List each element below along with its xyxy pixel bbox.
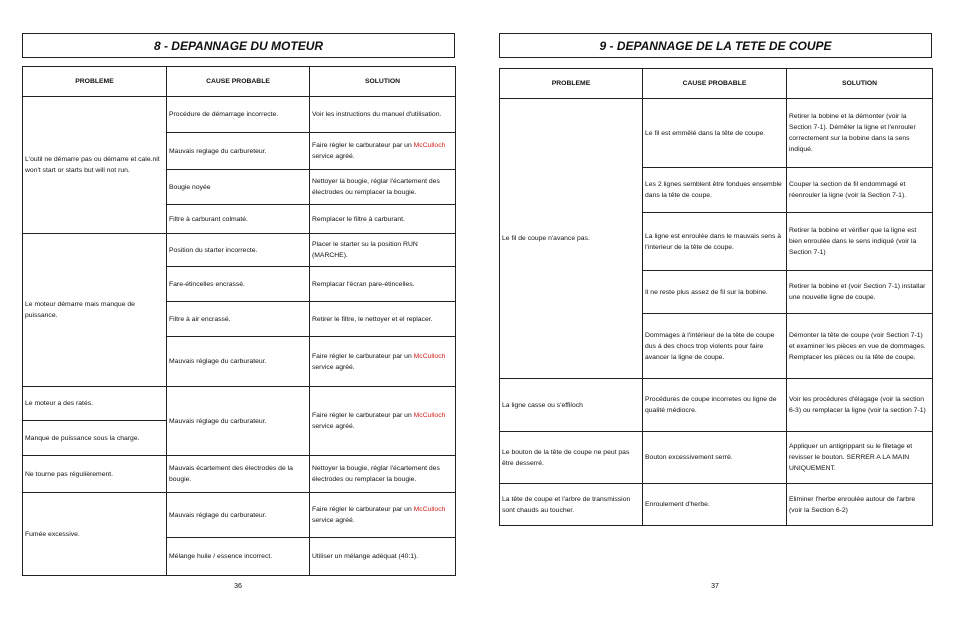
page-number: 36	[234, 583, 242, 590]
solution-cell: Faire régler le carburateur par un McCulloch service agréé.	[310, 493, 456, 538]
cause-cell: Bouton excessivement serré.	[643, 432, 787, 484]
solution-cell: Retirer la bobine et (voir Section 7-1) installar une nouvelle ligne de coupe.	[787, 271, 933, 314]
cause-cell: Il ne reste plus assez de fil sur la bobine.	[643, 271, 787, 314]
brand-text: McCulloch	[413, 352, 446, 360]
cause-cell: Mauvais reglage du carbureteur.	[167, 133, 310, 170]
problem-cell: Le fil de coupe n'avance pas.	[500, 99, 643, 379]
cause-cell: Position du starter incorrecte.	[167, 234, 310, 267]
problem-cell: Fumée excessive.	[23, 493, 167, 576]
solution-cell: Voir les instructions du manuel d'utilisation.	[310, 97, 456, 133]
brand-text: McCulloch	[413, 506, 446, 513]
cause-cell: Mauvais réglage du carburateur.	[167, 337, 310, 387]
header-probleme: PROBLEME	[23, 67, 167, 97]
solution-cell: Démonter la tête de coupe (voir Section 7-1) et examiner les pièces en vue de dommages. Remplacer les pièces ou la tête de coupe.	[787, 314, 933, 379]
solution-cell: Eliminer l'herbe enroulée autour de l'arbre (voir la Section 6-2)	[787, 484, 933, 526]
cause-cell: Dommages á l'intérieur de la tête de coupe dus á des chocs trop violents pour faire avancer la ligne de coupe.	[643, 314, 787, 379]
solution-cell: Retirer la bobine et la démonter (voir la Section 7-1). Démêler la ligne et l'enrouler correctement sur la bobine dans la sens indiqué.	[787, 99, 933, 168]
engine-troubleshooting-table	[22, 66, 456, 576]
solution-cell: Faire régler le carburateur par un McCulloch service agréé.	[310, 337, 456, 387]
cause-cell: Filtre à carburant colmaté.	[167, 205, 310, 234]
header-probleme: PROBLEME	[500, 69, 643, 99]
cause-cell: Les 2 lignes semblent être fondues ensemble dans la tête de coupe.	[643, 168, 787, 213]
cause-cell: Enroulement d'herbe.	[643, 484, 787, 526]
problem-cell: La ligne casse ou s'effiloch	[500, 379, 643, 432]
cause-cell: Mauvais écartement des électrodes de la bougie.	[167, 456, 310, 493]
problem-cell: Le moteur a des ratés.	[23, 387, 167, 421]
solution-cell: Placer le starter su la position RUN (MARCHE).	[310, 234, 456, 267]
cause-cell: Filtre à air encrassé.	[167, 302, 310, 337]
section-title-cutting-head: 9 - DEPANNAGE DE LA TETE DE COUPE	[499, 33, 932, 58]
cause-cell: Mauvais réglage du carburateur.	[167, 387, 310, 456]
page-number: 37	[711, 583, 719, 590]
cause-cell: Procédures de coupe incorretes ou ligne de qualité médiocre.	[643, 379, 787, 432]
solution-cell: Retirer la bobine et vérifier que la ligne est bien enroulée dans le sens indiqué (voir la Section 7-1)	[787, 213, 933, 271]
solution-cell: Remplacer le filtre à carburant.	[310, 205, 456, 234]
problem-cell: Ne tourne pas régulièrement.	[23, 456, 167, 493]
cutting-head-troubleshooting-table	[499, 68, 933, 526]
problem-cell: Le moteur démarre mais manque de puissance.	[23, 234, 167, 387]
problem-cell: L'outil ne démarre pas ou démarre et cale.nit won't start or starts but will not run.	[23, 97, 167, 234]
header-cause: CAUSE PROBABLE	[167, 67, 310, 97]
cause-cell: Bougie noyée	[167, 170, 310, 205]
solution-cell: Faire régler le carburateur par un McCulloch service agréé.	[310, 133, 456, 170]
solution-cell: Nettoyer la bougie, réglar l'écartement des électrodes ou remplacer la bougie.	[310, 456, 456, 493]
solution-cell: Faire régler le carburateur par un McCulloch service agréé.	[310, 387, 456, 456]
solution-cell: Utiliser un mélange adéquat (40:1).	[310, 538, 456, 576]
solution-cell: Retirer le filtre, le nettoyer et el replacer.	[310, 302, 456, 337]
solution-cell: Nettoyer la bougie, réglar l'écartement des électrodes ou remplacer la bougie.	[310, 170, 456, 205]
solution-cell: Remplacar l'écran pare-étincelles.	[310, 267, 456, 302]
cause-cell: La ligne est enroulée dans le mauvais sens à l'interieur de la tête de coupe.	[643, 213, 787, 271]
problem-cell: Manque de puissance sous la charge.	[23, 421, 167, 456]
header-cause: CAUSE PROBABLE	[643, 69, 787, 99]
problem-cell: La tête de coupe et l'arbre de transmission sont chauds au toucher.	[500, 484, 643, 526]
header-solution: SOLUTION	[310, 67, 456, 97]
cause-cell: Le fil est emmêlé dans la tête de coupe.	[643, 99, 787, 168]
header-solution: SOLUTION	[787, 69, 933, 99]
cause-cell: Fare-étincelles encrassé.	[167, 267, 310, 302]
brand-text: McCulloch	[413, 142, 446, 149]
solution-cell: Appliquer un antigrippant su le filetage et revisser le bouton. SERRER A LA MAIN UNIQUEMENT.	[787, 432, 933, 484]
cause-cell: Procédure de démarrage incorrecte.	[167, 97, 310, 133]
solution-cell: Couper la section de fil endommagé et réenrouler la ligne (voir la Section 7-1).	[787, 168, 933, 213]
problem-cell: Le bouton de la tête de coupe ne peut pas être desserré.	[500, 432, 643, 484]
brand-text: McCulloch	[413, 412, 446, 419]
cause-cell: Mauvais réglage du carburateur.	[167, 493, 310, 538]
cause-cell: Mélange huile / essence incorrect.	[167, 538, 310, 576]
section-title-engine: 8 - DEPANNAGE DU MOTEUR	[22, 33, 455, 58]
solution-cell: Voir les procédures d'élagage (voir la section 6-3) ou remplacer la ligne (voir la section 7-1)	[787, 379, 933, 432]
